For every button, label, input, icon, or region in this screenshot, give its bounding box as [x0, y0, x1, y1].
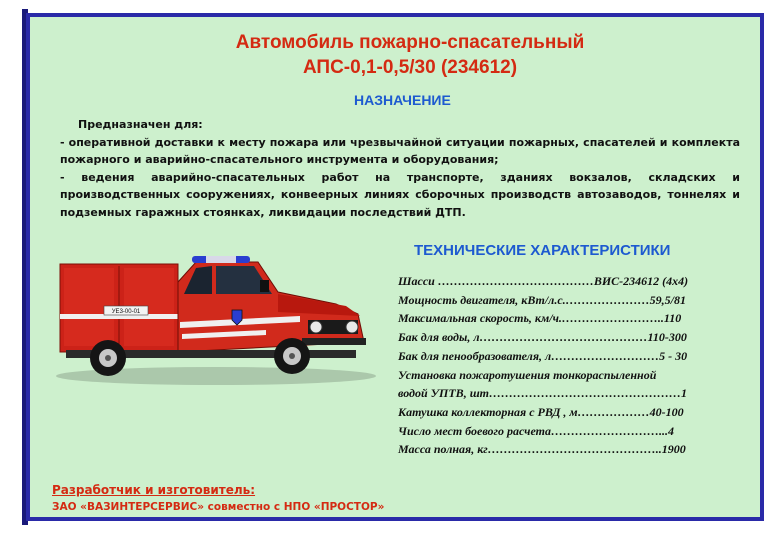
spec-line: Мощность двигателя, кВт/л.с.…………………59,5/81: [398, 292, 686, 307]
spec-line: Максимальная скорость, км/ч.……………………..110: [398, 311, 682, 326]
purpose-item: - ведения аварийно-спасательных работ на транспорте, зданиях вокзалов, складских и производственных сооружениях, конвеерных линиях сборочных производств автозаводов, тоннелях и подземных гаражных стоянках, ликвидации последствий ДТП.: [60, 170, 740, 219]
purpose-body: [60, 116, 740, 221]
purpose-item: - оперативной доставки к месту пожара или чрезвычайной ситуации пожарных, спасателей и комплекта пожарного и аварийно-спасательного инструмента и оборудования;: [60, 135, 740, 166]
title-line-2: АПС-0,1-0,5/30 (234612): [302, 57, 518, 78]
spec-line: Установка пожаротушения тонкораспыленной: [398, 367, 657, 382]
spec-line: Масса полная, кг……………………………………..1900: [398, 442, 686, 457]
developer-label: Разработчик и изготовитель:: [52, 483, 256, 497]
tech-heading: ТЕХНИЧЕСКИЕ ХАРАКТЕРИСТИКИ: [414, 242, 671, 259]
spec-line: Бак для воды, л……………………………………110-300: [398, 330, 687, 345]
spec-line: Бак для пенообразователя, л………………………5 - 30: [398, 348, 688, 363]
spec-line: водой УПТВ, шт…………………………………………1: [398, 386, 688, 401]
purpose-intro: Предназначен для:: [78, 118, 203, 131]
title-line-1: Автомобиль пожарно-спасательный: [235, 32, 585, 53]
spec-line: Катушка коллекторная с РВД , м………………40-100: [398, 404, 684, 419]
svg-text:УЕ3-00-01: УЕ3-00-01: [111, 309, 141, 315]
purpose-heading: НАЗНАЧЕНИЕ: [354, 92, 451, 108]
developer-company: ЗАО «ВАЗИНТЕРСЕРВИС» совместно с НПО «ПРОСТОР»: [52, 501, 385, 513]
spec-line: Число мест боевого расчета………………………...4: [398, 423, 674, 438]
fire-rescue-truck-photo: [46, 252, 386, 387]
spec-line: Шасси …………………………………ВИС-234612 (4x4): [398, 274, 689, 288]
spec-list: [398, 272, 743, 459]
